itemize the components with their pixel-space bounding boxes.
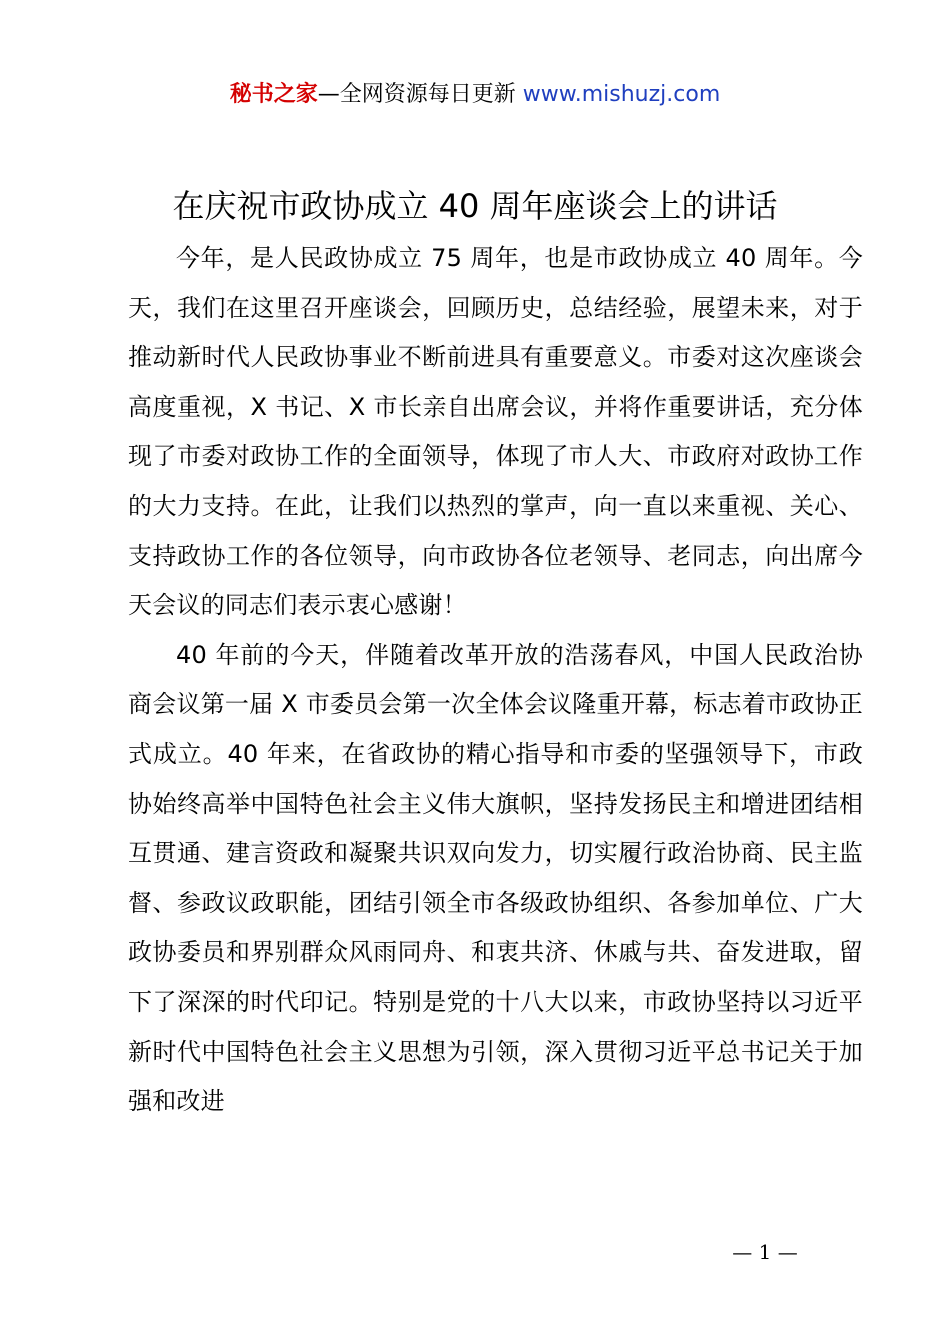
site-header — [0, 80, 950, 110]
site-brand: 秘书之家 — [229, 82, 318, 107]
body-paragraph: 40 年前的今天，伴随着改革开放的浩荡春风，中国人民政治协商会议第一届 X 市委员会第一次全体会议隆重开幕，标志着市政协正式成立。40 年来，在省政协的精心指导和市委的坚强领导下，市政协始终高举中国特色社会主义伟大旗帜，坚持发扬民主和增进团结相互贯通、建言资政和凝聚共识双向发力，切实履行政治协商、民主监督、参政议政职能，团结引领全市各级政协组织、各参加单位、广大政协委员和界别群众风雨同舟、和衷共济、休戚与共、奋发进取，留下了深深的时代印记。特别是党的十八大以来，市政协坚持以习近平新时代中国特色社会主义思想为引领，深入贯彻习近平总书记关于加强和改进 — [128, 640, 863, 1116]
site-url-link[interactable]: www.mishuzj.com — [522, 82, 721, 107]
document-body — [128, 234, 863, 1127]
document-title: 在庆祝市政协成立 40 周年座谈会上的讲话 — [172, 187, 778, 225]
site-tagline: —全网资源每日更新 — [317, 82, 516, 107]
page-number: — 1 — — [732, 1240, 798, 1264]
body-paragraph: 今年，是人民政协成立 75 周年，也是市政协成立 40 周年。今天，我们在这里召开座谈会，回顾历史，总结经验，展望未来，对于推动新时代人民政协事业不断前进具有重要意义。市委对这次座谈会高度重视，X 书记、X 市长亲自出席会议，并将作重要讲话，充分体现了市委对政协工作的全面领导，体现了市人大、市政府对政协工作的大力支持。在此，让我们以热烈的掌声，向一直以来重视、关心、支持政协工作的各位领导，向市政协各位老领导、老同志，向出席今天会议的同志们表示衷心感谢！ — [128, 244, 863, 620]
